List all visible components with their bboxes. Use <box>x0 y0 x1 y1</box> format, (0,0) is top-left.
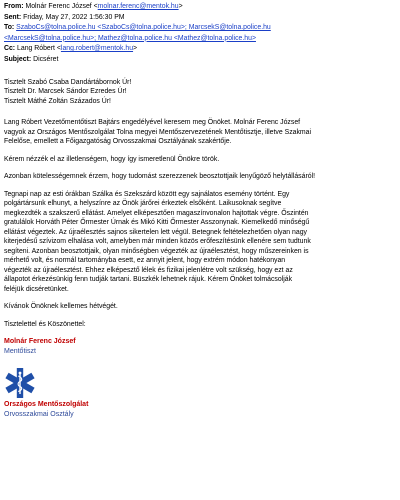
story-line: megkezdték a szakszerű ellátást. Amelyet elképesztően magaszínvonalon hajtottak végre. Őszintén <box>4 209 309 217</box>
salutations <box>4 78 396 107</box>
story-line: polgártársunk elhunyt, a helyszínre az Önök járőrei érkeztek elsőként. Laikusoknak segítve <box>4 200 282 208</box>
star-of-life-icon <box>4 366 36 400</box>
closing-text: Tisztelettel és Köszönettel: <box>4 320 86 328</box>
signature-org: Országos Mentőszolgálat <box>4 401 89 409</box>
signature-dept: Orvosszakmai Osztály <box>4 410 74 418</box>
request-paragraph <box>4 155 396 165</box>
sent-line <box>4 13 396 24</box>
story-line: mérhető volt, és normál tartományba esett, ez annyit jelent, hogy extrém módon hatékonyan <box>4 257 286 265</box>
subject-label: Subject: <box>4 55 32 63</box>
cc-line: Cc: Lang Róbert <lang.robert@mentok.hu> <box>4 45 138 53</box>
salutation-1: Tisztelt Szabó Csaba Dandártábornok Úr! <box>4 78 132 86</box>
intro-line: Lang Róbert Vezetőmentőtiszt Bajtárs engedélyével keresem meg Önöket. Molnár Ferenc József <box>4 119 301 127</box>
salutation-3: Tisztelt Máthé Zoltán Százados Úr! <box>4 97 111 105</box>
closing-paragraph <box>4 320 396 330</box>
wish-paragraph <box>4 302 396 312</box>
from-label: From: <box>4 3 24 10</box>
to-line <box>4 23 396 34</box>
to-label: To: <box>4 24 15 32</box>
duty-text: Azonban kötelességemnek érzem, hogy tudomást szerezzenek beosztottjaik lenyűgöző helytállásáról! <box>4 173 316 181</box>
story-line: ellátást végeztek. Az újraélesztés sajnos sikertelen lett végül. Betegnek feltételezhetően olyan nagy <box>4 228 307 236</box>
story-paragraph <box>4 190 396 295</box>
from-line: From: Molnár Ferenc József <molnar.ferenc@mentok.hu> <box>4 3 183 10</box>
salutation-2: Tisztelt Dr. Marcsek Sándor Ezredes Úr! <box>4 88 127 96</box>
cc-email-link[interactable]: lang.robert@mentok.hu <box>60 45 134 53</box>
wish-text: Kívánok Önöknek kellemes hétvégét. <box>4 303 118 311</box>
story-line: végezték az újraélesztést. Ehhez elképesztő lélek és fizikai jelenlétre volt szükség, hogy ezt az <box>4 266 293 274</box>
from-email-link[interactable]: molnar.ferenc@mentok.hu <box>97 3 179 10</box>
story-line: Tegnapi nap az esti órákban Szálka és Szekszárd között egy sajnálatos esemény történt. Egy <box>4 190 290 198</box>
duty-paragraph <box>4 172 396 182</box>
signature-name: Molnár Ferenc József <box>4 338 76 346</box>
story-line: feléjük dicséretünket. <box>4 285 69 293</box>
from-name: Molnár Ferenc József <box>25 3 92 10</box>
cc-label: Cc: <box>4 45 16 53</box>
subject-line <box>4 55 396 66</box>
email-body <box>4 78 396 420</box>
story-line: gratulálok Horváth Péter Őrmester Úrnak és Mikó Kitti Őrmester Asszonynak. Kiemelkedő minőségű <box>4 219 310 227</box>
request-text: Kérem nézzék el az illetlenségem, hogy így ismeretlenül Önökre török. <box>4 155 220 163</box>
story-line: segíteni. Azonban beosztottjaik, olyan minőségben végezték az újraélesztést, hogy műszereinken is <box>4 247 309 255</box>
signature-role: Mentőtiszt <box>4 347 36 355</box>
subject-value: Dicséret <box>33 55 59 63</box>
story-line: kiterjedésű szívizom elhalása volt, amelyben már minden közös erőfeszítésünk ellenére sem tudtunk <box>4 238 311 246</box>
intro-line: Felelőse, emellett a Főigazgatóság Orvosszakmai Osztályának szakértője. <box>4 138 232 146</box>
to-recipients-1[interactable]: SzaboCs@tolna.police.hu <SzaboCs@tolna.police.hu>; MarcsekS@tolna.police.hu <box>16 24 271 32</box>
intro-paragraph <box>4 118 396 147</box>
sent-label: Sent: <box>4 13 22 21</box>
intro-line: vagyok az Országos Mentőszolgálat Tolna megyei Mentőszervezetének Mentőtisztje, illetve Szakmai <box>4 128 312 136</box>
story-line: állapotot érkezésünkig fenn tudják tartani. Büszkék lehetnek rájuk. Kérem Önöket tolmácsolják <box>4 276 293 284</box>
to-recipients-2[interactable]: <MarcsekS@tolna.police.hu>; Mathez@tolna.police.hu <Mathez@tolna.police.hu> <box>4 34 256 42</box>
cc-name: Lang Róbert <box>17 45 55 53</box>
sent-value: Friday, May 27, 2022 1:56:30 PM <box>23 13 125 21</box>
to-line-cont <box>4 34 396 45</box>
